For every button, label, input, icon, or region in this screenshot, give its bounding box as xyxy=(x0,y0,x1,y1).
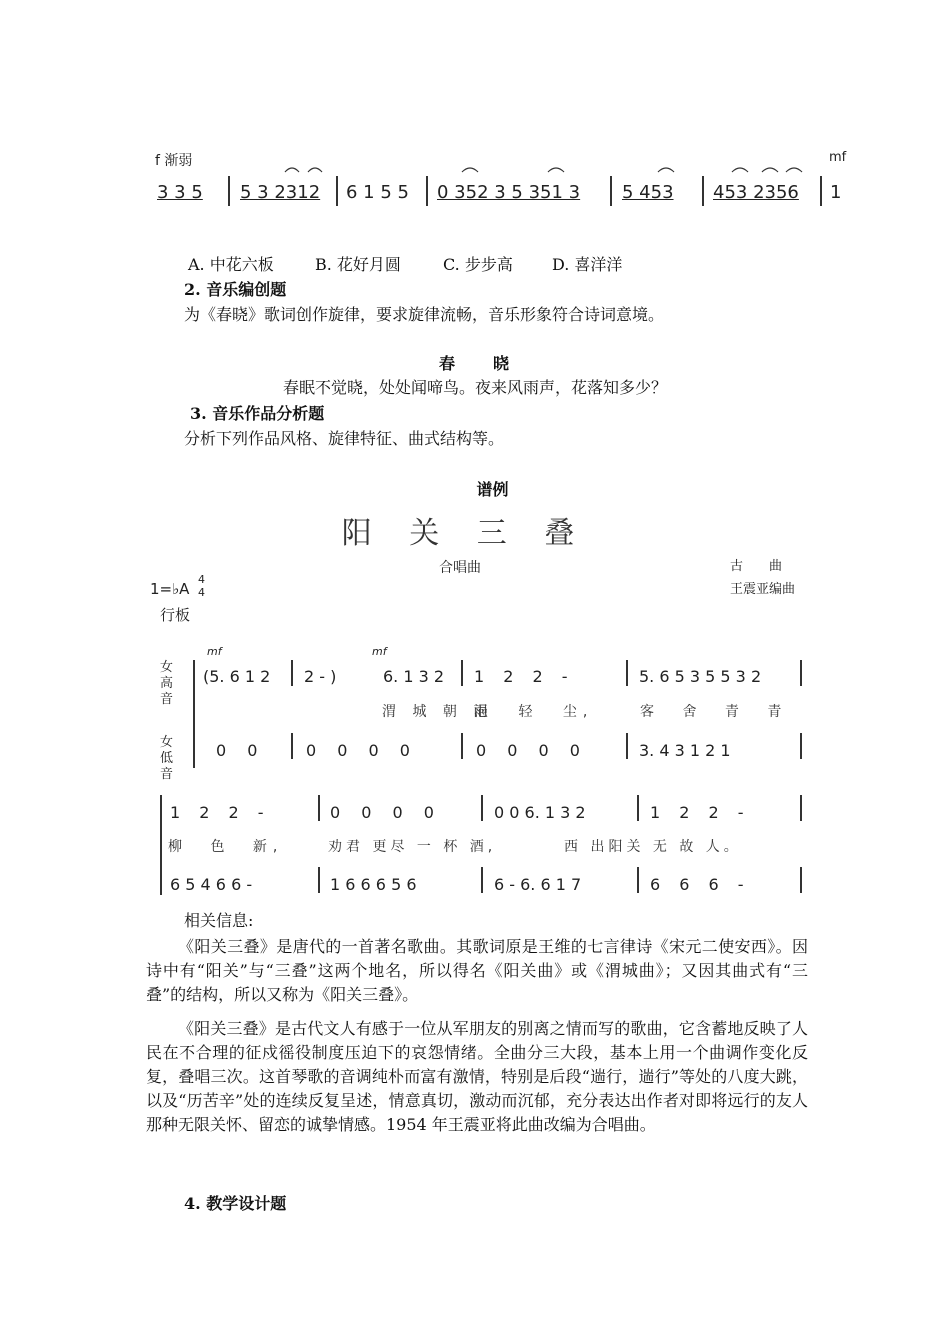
barline xyxy=(461,660,463,686)
s1-sop-m3: 6. 1 3 2 xyxy=(383,667,445,686)
s2-sop-m3: 0 0 6. 1 3 2 xyxy=(494,803,586,822)
s1-lyric-1: 渭 城 朝 雨 xyxy=(382,704,494,720)
option-d: D. 喜洋洋 xyxy=(552,255,623,274)
tempo-marking: 行板 xyxy=(160,606,191,624)
barline xyxy=(800,733,802,759)
s1-lyric-3: 客 舍 青 青 xyxy=(640,704,788,720)
s1-alto-m1: 0 0 xyxy=(216,741,258,760)
related-heading: 相关信息: xyxy=(184,911,254,930)
score-subtitle: 合唱曲 xyxy=(439,560,481,576)
barline xyxy=(820,176,822,206)
s1-sop-m5: 5. 6 5 3 5 5 3 2 xyxy=(639,667,762,686)
q2-title: 2. 音乐编创题 xyxy=(184,280,287,299)
barline xyxy=(481,795,483,821)
s2-lyric-2: 劝君 更尽 一 杯 酒, xyxy=(328,839,497,855)
barline xyxy=(610,176,612,206)
measure-6: 453 2356 xyxy=(713,182,799,203)
q4-title: 4. 教学设计题 xyxy=(184,1194,287,1213)
option-b: B. 花好月圆 xyxy=(315,255,401,274)
s2-sop-m1: 1 2 2 - xyxy=(170,803,264,822)
dynamic-marking-end: mf xyxy=(829,150,847,165)
system-bracket xyxy=(193,660,195,768)
option-c: C. 步步高 xyxy=(443,255,513,274)
s1-alto-m4: 3. 4 3 1 2 1 xyxy=(639,741,731,760)
q2-instruction: 为《春晓》歌词创作旋律，要求旋律流畅，音乐形象符合诗词意境。 xyxy=(184,305,665,324)
poem-text: 春眠不觉晓，处处闻啼鸟。夜来风雨声，花落知多少？ xyxy=(282,378,667,397)
poem-title: 春 晓 xyxy=(438,354,511,373)
s1-alto-m2: 0 0 0 0 xyxy=(306,741,410,760)
option-a: A. 中花六板 xyxy=(188,255,274,274)
score-origin: 古 曲 xyxy=(730,559,783,574)
barline xyxy=(336,176,338,206)
s1-sop-m2: 2 - ) xyxy=(304,667,337,686)
s2-alto-m3: 6 - 6. 6 1 7 xyxy=(494,875,582,894)
barline xyxy=(318,795,320,821)
q3-instruction: 分析下列作品风格、旋律特征、曲式结构等。 xyxy=(184,429,505,448)
barline xyxy=(637,795,639,821)
part-label-soprano: 女高音 xyxy=(160,660,174,707)
slur-marks xyxy=(150,158,850,178)
barline xyxy=(481,867,483,893)
barline xyxy=(291,733,293,759)
time-top: 4 xyxy=(198,573,205,586)
measure-3: 6 1 5 5 xyxy=(346,182,409,203)
barline xyxy=(291,660,293,686)
dynamic-mf: mf xyxy=(372,645,387,658)
s2-sop-m4: 1 2 2 - xyxy=(650,803,744,822)
example-label: 谱例 xyxy=(476,480,509,499)
s1-lyric-2: 浥 轻 尘, xyxy=(474,704,594,720)
barline xyxy=(626,733,628,759)
barline xyxy=(228,176,230,206)
part-label-alto: 女低音 xyxy=(160,735,174,782)
related-paragraph-2: 《阳关三叠》是古代文人有感于一位从军朋友的别离之情而写的歌曲，它含蓄地反映了人民在不合理的征戍徭役制度压迫下的哀怨情绪。全曲分三大段，基本上用一个曲调作变化反复，叠唱三次。这首琴歌的音调纯朴而富有激情，特别是后段“遄行，遄行”等处的八度大跳，以及“历苦辛”处的连续反复呈述，情意真切，激动而沉郁，充分表达出作者对即将远行的友人那种无限关怀、留恋的诚挚情感。1954 年王震亚将此曲改编为合唱曲。 xyxy=(146,1019,808,1134)
s2-alto-m2: 1 6 6 6 5 6 xyxy=(330,875,417,894)
dynamic-marking: f 渐弱 xyxy=(155,153,193,169)
barline xyxy=(800,795,802,821)
barline xyxy=(318,867,320,893)
s2-lyric-1: 柳 色 新, xyxy=(168,839,284,855)
q3-title: 3. 音乐作品分析题 xyxy=(190,404,325,423)
barline xyxy=(461,733,463,759)
s1-alto-m3: 0 0 0 0 xyxy=(476,741,580,760)
measure-4: 0 352 3 5 351 3 xyxy=(437,182,581,203)
barline xyxy=(637,867,639,893)
s2-sop-m2: 0 0 0 0 xyxy=(330,803,434,822)
system-bracket xyxy=(160,795,162,895)
barline xyxy=(426,176,428,206)
s2-alto-m1: 6 5 4 6 6 - xyxy=(170,875,253,894)
score-arranger: 王震亚编曲 xyxy=(730,582,796,597)
related-paragraph-1: 《阳关三叠》是唐代的一首著名歌曲。其歌词原是王维的七言律诗《宋元二使安西》。因诗中有“阳关”与“三叠”这两个地名，所以得名《阳关曲》或《渭城曲》；又因其曲式有“三叠”的结构，所以又称为《阳关三叠》。 xyxy=(146,937,808,1004)
barline xyxy=(626,660,628,686)
s1-sop-m1: (5. 6 1 2 xyxy=(203,667,271,686)
s2-lyric-3: 西 出阳关 无 故 人。 xyxy=(564,839,742,855)
measure-5: 5 453 xyxy=(622,182,674,203)
barline xyxy=(800,867,802,893)
measure-1: 3 3 5 xyxy=(157,182,203,203)
s1-sop-m4: 1 2 2 - xyxy=(474,667,568,686)
s2-alto-m4: 6 6 6 - xyxy=(650,875,744,894)
score-title: 阳 关 三 叠 xyxy=(341,516,589,551)
measure-7: 1 xyxy=(830,182,842,203)
barline xyxy=(702,176,704,206)
key-signature: 1=♭A xyxy=(150,580,190,598)
measure-2: 5 3 2312 xyxy=(240,182,321,203)
time-bottom: 4 xyxy=(198,586,205,599)
dynamic-mf: mf xyxy=(207,645,222,658)
barline xyxy=(800,660,802,686)
